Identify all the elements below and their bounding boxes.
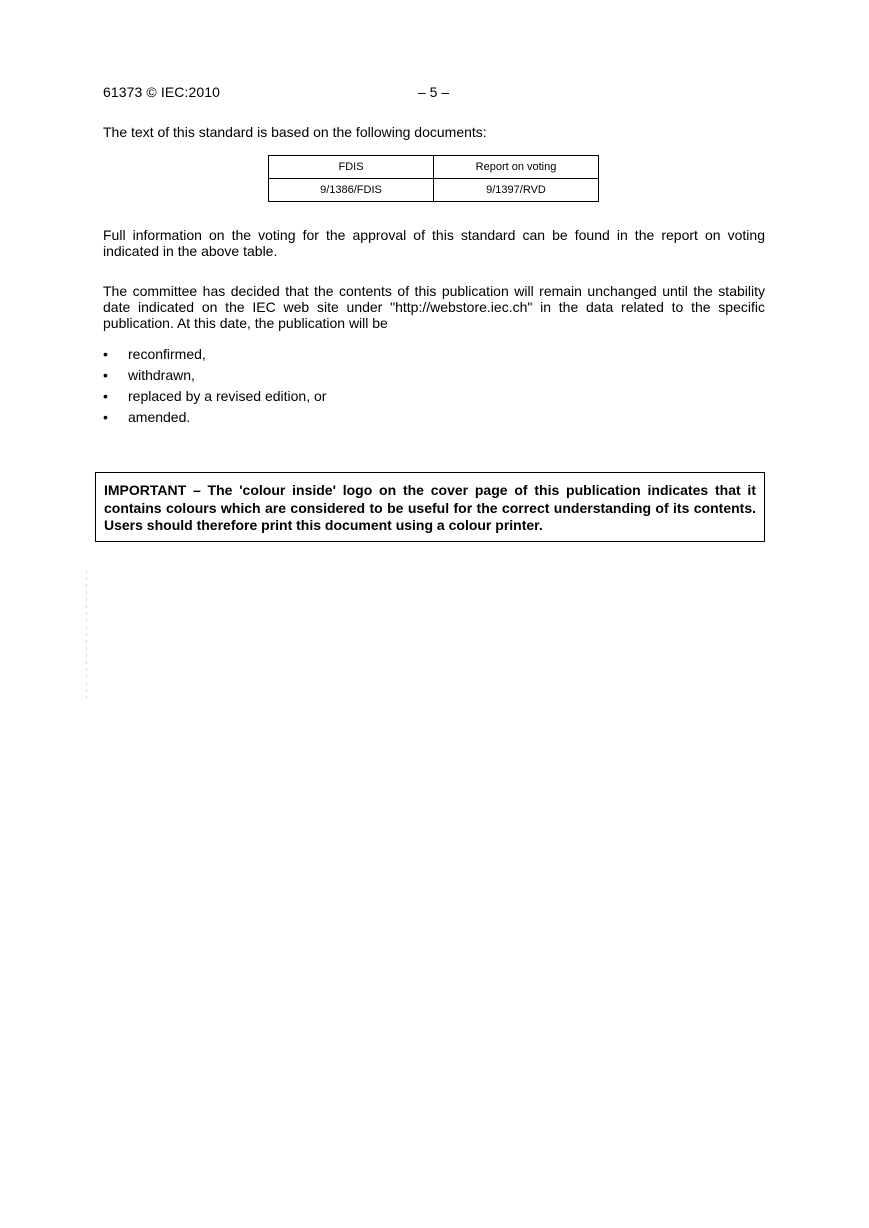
voting-documents-table bbox=[268, 155, 599, 202]
table-header-row bbox=[269, 156, 599, 179]
list-item bbox=[103, 367, 326, 388]
bullet-marker: • bbox=[103, 346, 108, 362]
list-item-text: amended. bbox=[128, 409, 191, 425]
committee-paragraph: The committee has decided that the contents of this publication will remain unchanged until the stability date indicated on the IEC web site under "http://webstore.iec.ch" in the data related to the specific publication. At this date, the publication will be bbox=[103, 283, 765, 331]
publication-outcome-list bbox=[103, 346, 326, 430]
bullet-marker: • bbox=[103, 367, 108, 383]
table-cell-rvd: 9/1397/RVD bbox=[434, 179, 599, 202]
voting-info-paragraph: Full information on the voting for the approval of this standard can be found in the report on voting indicated in the above table. bbox=[103, 227, 765, 259]
list-item-text: replaced by a revised edition, or bbox=[128, 388, 327, 404]
bullet-marker: • bbox=[103, 388, 108, 404]
document-id: 61373 © IEC:2010 bbox=[103, 84, 220, 100]
important-notice-text: IMPORTANT – The 'colour inside' logo on the cover page of this publication indicates that it contains colours which are considered to be useful for the correct understanding of its contents. Users should therefore print this document using a colour printer. bbox=[104, 482, 756, 533]
list-item-text: withdrawn, bbox=[128, 367, 195, 383]
list-item bbox=[103, 346, 326, 367]
bullet-marker: • bbox=[103, 409, 108, 425]
table-header-report-on-voting: Report on voting bbox=[434, 156, 599, 179]
table-cell-fdis: 9/1386/FDIS bbox=[269, 179, 434, 202]
margin-watermark-strip bbox=[86, 570, 87, 700]
list-item-text: reconfirmed, bbox=[128, 346, 206, 362]
list-item bbox=[103, 388, 326, 409]
list-item bbox=[103, 409, 326, 430]
table-row bbox=[269, 179, 599, 202]
important-notice-box bbox=[95, 472, 765, 542]
page-number: – 5 – bbox=[418, 84, 450, 100]
intro-paragraph: The text of this standard is based on the following documents: bbox=[103, 124, 487, 140]
table-header-fdis: FDIS bbox=[269, 156, 434, 179]
